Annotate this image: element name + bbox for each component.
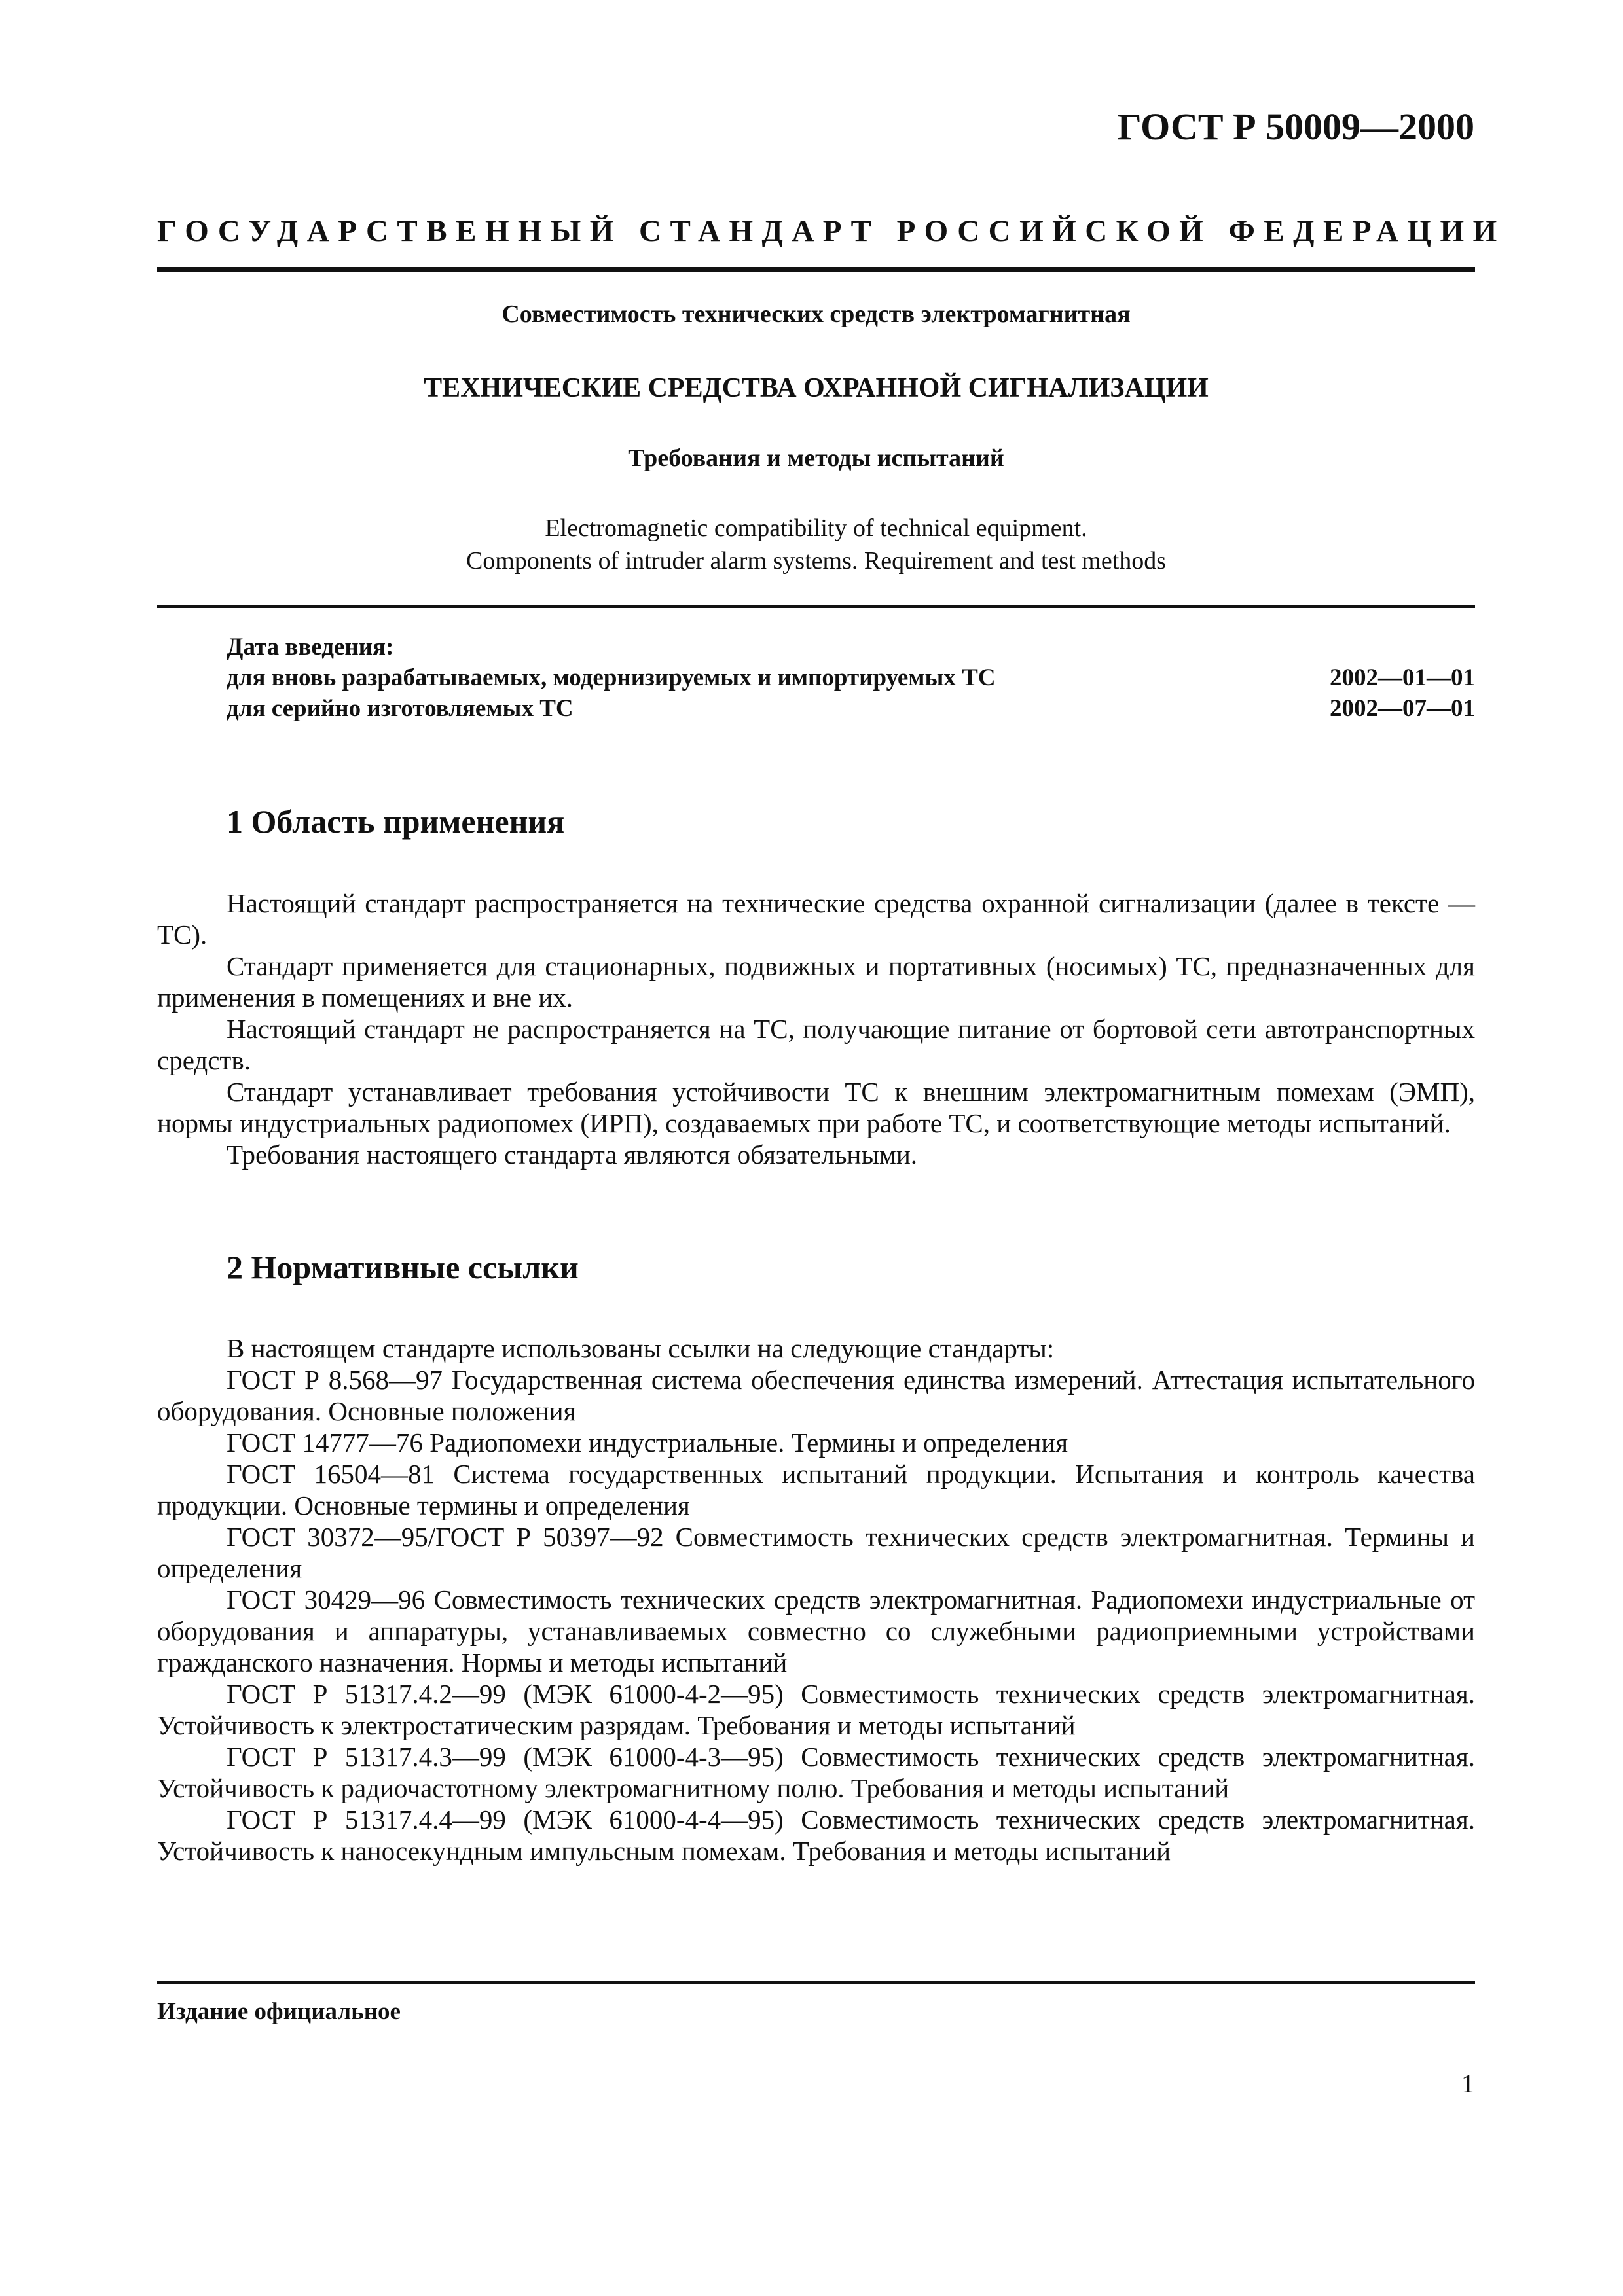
- introduction-date-row-date: 2002—07—01: [1330, 695, 1475, 722]
- page-number: 1: [1461, 2069, 1474, 2098]
- reference-item: ГОСТ 14777—76 Радиопомехи индустриальные. Термины и определения: [227, 1427, 1068, 1458]
- introduction-date-row: [227, 662, 1475, 693]
- english-title-line-1: Electromagnetic compatibility of technical equipment.: [545, 514, 1087, 542]
- introduction-date-row: [227, 693, 1475, 724]
- introduction-date-row-text: для серийно изготовляемых ТС: [227, 695, 574, 722]
- paragraph: Настоящий стандарт не распространяется на ТС, получающие питание от бортовой сети автотранспортных средств.: [157, 1014, 1475, 1075]
- document-number: ГОСТ Р 50009—2000: [1117, 105, 1474, 148]
- english-title: [157, 512, 1475, 577]
- section-2-body: [157, 1333, 1475, 1867]
- reference-item: В настоящем стандарте использованы ссылки на следующие стандарты:: [227, 1333, 1055, 1363]
- footer-rule: [157, 1981, 1475, 1984]
- paragraph: Требования настоящего стандарта являются обязательными.: [227, 1139, 918, 1170]
- section-1-heading: 1 Область применения: [227, 803, 565, 840]
- header-rule: [157, 267, 1475, 272]
- english-title-line-2: Components of intruder alarm systems. Requirement and test methods: [465, 547, 1167, 575]
- paragraph: Стандарт устанавливает требования устойчивости ТС к внешним электромагнитным помехам (ЭМП), нормы индустриальных радиопомех (ИРП), создаваемых при работе ТС, и соответствующие методы испытаний.: [157, 1077, 1475, 1138]
- standard-main-title: ТЕХНИЧЕСКИЕ СРЕДСТВА ОХРАННОЙ СИГНАЛИЗАЦИИ: [424, 373, 1209, 403]
- introduction-date-row-text: для вновь разрабатываемых, модернизируемых и импортируемых ТС: [227, 664, 996, 691]
- reference-item: ГОСТ 16504—81 Система государственных испытаний продукции. Испытания и контроль качества продукции. Основные термины и определения: [157, 1459, 1475, 1520]
- reference-item: ГОСТ 30429—96 Совместимость технических средств электромагнитная. Радиопомехи индустриальные от оборудования и аппаратуры, устанавливаемых совместно со служебными радиоприемными устройствами гражданского назначения. Нормы и методы испытаний: [157, 1585, 1475, 1677]
- reference-item: ГОСТ Р 51317.4.2—99 (МЭК 61000-4-2—95) Совместимость технических средств электромагнитная. Устойчивость к электростатическим разрядам. Требования и методы испытаний: [157, 1679, 1475, 1740]
- paragraph: Стандарт применяется для стационарных, подвижных и портативных (носимых) ТС, предназначенных для применения в помещениях и вне их.: [157, 951, 1475, 1013]
- reference-item: ГОСТ Р 51317.4.3—99 (МЭК 61000-4-3—95) Совместимость технических средств электромагнитная. Устойчивость к радиочастотному электромагнитному полю. Требования и методы испытаний: [157, 1742, 1475, 1803]
- section-2-heading: 2 Нормативные ссылки: [227, 1249, 579, 1285]
- reference-item: ГОСТ 30372—95/ГОСТ Р 50397—92 Совместимость технических средств электромагнитная. Термины и определения: [157, 1522, 1475, 1583]
- title-rule: [157, 605, 1475, 608]
- section-1-body: [157, 888, 1475, 1170]
- reference-item: ГОСТ Р 8.568—97 Государственная система обеспечения единства измерений. Аттестация испытательного оборудования. Основные положения: [157, 1365, 1475, 1426]
- paragraph: Настоящий стандарт распространяется на технические средства охранной сигнализации (далее в тексте — ТС).: [157, 888, 1475, 950]
- edition-label: Издание официальное: [157, 1998, 401, 2025]
- standard-subtitle: Совместимость технических средств электромагнитная: [501, 300, 1131, 328]
- organization-title: ГОСУДАРСТВЕННЫЙ СТАНДАРТ РОССИЙСКОЙ ФЕДЕРАЦИИ: [157, 214, 1506, 248]
- introduction-date-block: [227, 632, 1475, 724]
- introduction-date-label: Дата введения:: [227, 634, 394, 660]
- standard-requirements-title: Требования и методы испытаний: [628, 444, 1004, 472]
- introduction-date-row-date: 2002—01—01: [1330, 664, 1475, 691]
- reference-item: ГОСТ Р 51317.4.4—99 (МЭК 61000-4-4—95) Совместимость технических средств электромагнитная. Устойчивость к наносекундным импульсным помехам. Требования и методы испытаний: [157, 1804, 1475, 1866]
